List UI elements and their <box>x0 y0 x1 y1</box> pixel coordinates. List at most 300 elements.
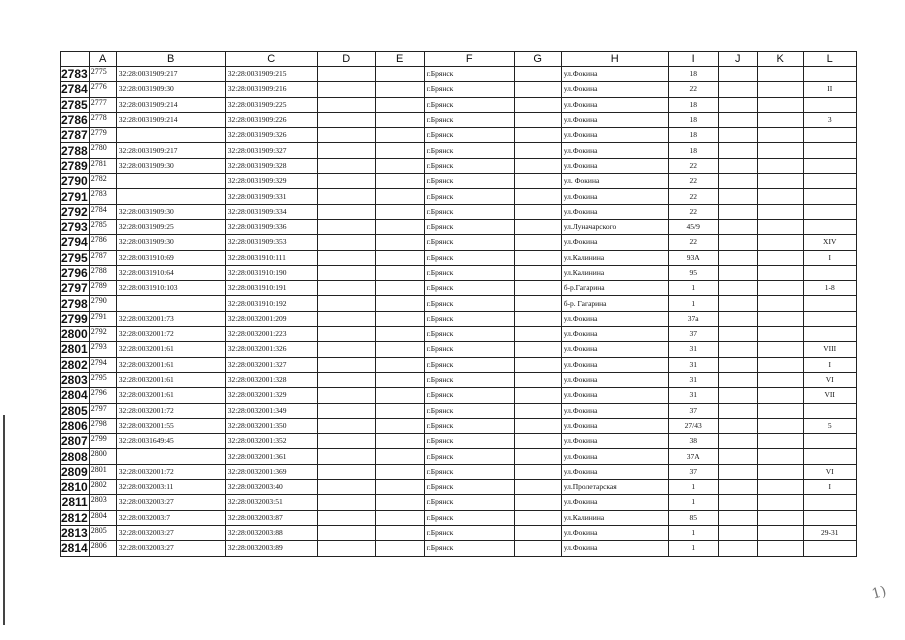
row-number[interactable]: 2784 <box>61 82 88 97</box>
cell-c[interactable]: 32:28:0032001:223 <box>225 327 317 342</box>
cell-e[interactable] <box>375 342 424 357</box>
cell-f[interactable]: г.Брянск <box>424 250 514 265</box>
cell-a[interactable]: 2781 <box>89 158 116 173</box>
cell-l[interactable]: I <box>803 250 856 265</box>
cell-d[interactable] <box>317 296 375 311</box>
cell-d[interactable] <box>317 449 375 464</box>
cell-f[interactable]: г.Брянск <box>424 82 514 97</box>
column-header-e[interactable]: E <box>375 52 424 67</box>
column-header-g[interactable]: G <box>514 52 561 67</box>
column-header-i[interactable]: I <box>668 52 718 67</box>
cell-e[interactable] <box>375 510 424 525</box>
cell-g[interactable] <box>514 174 561 189</box>
cell-e[interactable] <box>375 128 424 143</box>
row-number[interactable]: 2794 <box>61 235 88 250</box>
cell-l[interactable] <box>803 158 856 173</box>
cell-c[interactable]: 32:28:0031909:329 <box>225 174 317 189</box>
row-number[interactable]: 2789 <box>61 158 88 173</box>
cell-a[interactable]: 2778 <box>89 112 116 127</box>
cell-k[interactable] <box>757 204 803 219</box>
cell-e[interactable] <box>375 495 424 510</box>
cell-j[interactable] <box>718 525 757 540</box>
cell-b[interactable] <box>116 128 225 143</box>
cell-i[interactable]: 18 <box>668 112 718 127</box>
cell-j[interactable] <box>718 464 757 479</box>
cell-a[interactable]: 2784 <box>89 204 116 219</box>
cell-h[interactable]: ул.Фокина <box>561 495 668 510</box>
cell-f[interactable]: г.Брянск <box>424 112 514 127</box>
row-number[interactable]: 2813 <box>61 526 88 541</box>
column-header-d[interactable]: D <box>317 52 375 67</box>
cell-k[interactable] <box>757 311 803 326</box>
cell-h[interactable]: ул.Фокина <box>561 388 668 403</box>
cell-f[interactable]: г.Брянск <box>424 204 514 219</box>
cell-d[interactable] <box>317 327 375 342</box>
cell-h[interactable]: ул.Фокина <box>561 143 668 158</box>
column-header-k[interactable]: K <box>757 52 803 67</box>
cell-k[interactable] <box>757 250 803 265</box>
cell-l[interactable] <box>803 403 856 418</box>
cell-h[interactable]: ул.Калинина <box>561 510 668 525</box>
cell-b[interactable]: 32:28:0032003:27 <box>116 525 225 540</box>
cell-d[interactable] <box>317 281 375 296</box>
cell-b[interactable]: 32:28:0031910:69 <box>116 250 225 265</box>
cell-l[interactable] <box>803 434 856 449</box>
cell-l[interactable] <box>803 311 856 326</box>
cell-b[interactable]: 32:28:0032003:7 <box>116 510 225 525</box>
cell-k[interactable] <box>757 189 803 204</box>
cell-h[interactable]: б-р.Гагарина <box>561 281 668 296</box>
cell-a[interactable]: 2776 <box>89 82 116 97</box>
cell-k[interactable] <box>757 388 803 403</box>
row-number[interactable]: 2807 <box>61 434 88 449</box>
cell-h[interactable]: ул.Луначарского <box>561 219 668 234</box>
cell-f[interactable]: г.Брянск <box>424 480 514 495</box>
row-number[interactable]: 2796 <box>61 266 88 280</box>
cell-e[interactable] <box>375 357 424 372</box>
cell-d[interactable] <box>317 480 375 495</box>
cell-g[interactable] <box>514 235 561 250</box>
cell-l[interactable]: XIV <box>803 235 856 250</box>
cell-e[interactable] <box>375 158 424 173</box>
cell-b[interactable]: 32:28:0031909:30 <box>116 235 225 250</box>
cell-k[interactable] <box>757 235 803 250</box>
cell-k[interactable] <box>757 128 803 143</box>
cell-e[interactable] <box>375 296 424 311</box>
row-number[interactable]: 2800 <box>61 327 88 342</box>
cell-d[interactable] <box>317 342 375 357</box>
cell-l[interactable]: VIII <box>803 342 856 357</box>
cell-b[interactable] <box>116 174 225 189</box>
cell-e[interactable] <box>375 235 424 250</box>
cell-l[interactable] <box>803 128 856 143</box>
cell-h[interactable]: ул.Фокина <box>561 128 668 143</box>
cell-j[interactable] <box>718 434 757 449</box>
cell-a[interactable]: 2783 <box>89 189 116 204</box>
cell-i[interactable]: 18 <box>668 67 718 82</box>
cell-d[interactable] <box>317 235 375 250</box>
cell-j[interactable] <box>718 281 757 296</box>
cell-d[interactable] <box>317 219 375 234</box>
cell-i[interactable]: 1 <box>668 296 718 311</box>
cell-d[interactable] <box>317 174 375 189</box>
cell-i[interactable]: 85 <box>668 510 718 525</box>
cell-d[interactable] <box>317 265 375 280</box>
cell-i[interactable]: 1 <box>668 281 718 296</box>
row-number[interactable]: 2810 <box>61 480 88 495</box>
cell-k[interactable] <box>757 403 803 418</box>
cell-i[interactable]: 22 <box>668 189 718 204</box>
cell-l[interactable]: 29-31 <box>803 525 856 540</box>
cell-i[interactable]: 18 <box>668 97 718 112</box>
row-number[interactable]: 2809 <box>61 464 88 479</box>
cell-c[interactable]: 32:28:0031910:191 <box>225 281 317 296</box>
cell-a[interactable]: 2798 <box>89 418 116 433</box>
cell-f[interactable]: г.Брянск <box>424 403 514 418</box>
cell-a[interactable]: 2789 <box>89 281 116 296</box>
cell-i[interactable]: 1 <box>668 525 718 540</box>
cell-i[interactable]: 45/9 <box>668 219 718 234</box>
cell-c[interactable]: 32:28:0032001:329 <box>225 388 317 403</box>
cell-c[interactable]: 32:28:0032003:40 <box>225 480 317 495</box>
cell-f[interactable]: г.Брянск <box>424 219 514 234</box>
cell-j[interactable] <box>718 449 757 464</box>
cell-j[interactable] <box>718 403 757 418</box>
cell-l[interactable] <box>803 143 856 158</box>
cell-c[interactable]: 32:28:0031910:192 <box>225 296 317 311</box>
cell-k[interactable] <box>757 480 803 495</box>
cell-j[interactable] <box>718 158 757 173</box>
cell-e[interactable] <box>375 250 424 265</box>
cell-l[interactable]: I <box>803 357 856 372</box>
cell-c[interactable]: 32:28:0031909:225 <box>225 97 317 112</box>
cell-a[interactable]: 2792 <box>89 327 116 342</box>
cell-h[interactable]: ул.Пролетарская <box>561 480 668 495</box>
cell-e[interactable] <box>375 112 424 127</box>
cell-e[interactable] <box>375 97 424 112</box>
cell-k[interactable] <box>757 372 803 387</box>
cell-g[interactable] <box>514 510 561 525</box>
cell-d[interactable] <box>317 495 375 510</box>
cell-b[interactable]: 32:28:0032003:27 <box>116 541 225 556</box>
cell-a[interactable]: 2801 <box>89 464 116 479</box>
cell-a[interactable]: 2779 <box>89 128 116 143</box>
cell-a[interactable]: 2802 <box>89 480 116 495</box>
cell-d[interactable] <box>317 250 375 265</box>
cell-a[interactable]: 2785 <box>89 219 116 234</box>
cell-l[interactable] <box>803 219 856 234</box>
cell-c[interactable]: 32:28:0032003:87 <box>225 510 317 525</box>
cell-f[interactable]: г.Брянск <box>424 128 514 143</box>
cell-i[interactable]: 95 <box>668 265 718 280</box>
cell-c[interactable]: 32:28:0032003:88 <box>225 525 317 540</box>
cell-d[interactable] <box>317 97 375 112</box>
column-header-a[interactable]: A <box>89 52 116 67</box>
cell-h[interactable]: ул.Калинина <box>561 265 668 280</box>
cell-b[interactable]: 32:28:0032001:55 <box>116 418 225 433</box>
cell-a[interactable]: 2795 <box>89 372 116 387</box>
cell-a[interactable]: 2799 <box>89 434 116 449</box>
cell-h[interactable]: ул. Фокина <box>561 174 668 189</box>
cell-g[interactable] <box>514 82 561 97</box>
cell-h[interactable]: ул.Фокина <box>561 112 668 127</box>
cell-c[interactable]: 32:28:0032001:369 <box>225 464 317 479</box>
cell-h[interactable]: ул.Фокина <box>561 342 668 357</box>
cell-l[interactable]: I <box>803 480 856 495</box>
cell-c[interactable]: 32:28:0032001:327 <box>225 357 317 372</box>
cell-c[interactable]: 32:28:0032001:326 <box>225 342 317 357</box>
cell-g[interactable] <box>514 97 561 112</box>
cell-j[interactable] <box>718 128 757 143</box>
cell-h[interactable]: ул.Фокина <box>561 464 668 479</box>
cell-g[interactable] <box>514 434 561 449</box>
cell-b[interactable]: 32:28:0031909:217 <box>116 143 225 158</box>
cell-i[interactable]: 37 <box>668 464 718 479</box>
cell-g[interactable] <box>514 495 561 510</box>
cell-a[interactable]: 2777 <box>89 97 116 112</box>
cell-a[interactable]: 2797 <box>89 403 116 418</box>
cell-b[interactable]: 32:28:0031909:214 <box>116 97 225 112</box>
cell-e[interactable] <box>375 525 424 540</box>
cell-e[interactable] <box>375 327 424 342</box>
cell-c[interactable]: 32:28:0032003:89 <box>225 541 317 556</box>
row-number[interactable]: 2806 <box>61 418 88 433</box>
cell-f[interactable]: г.Брянск <box>424 327 514 342</box>
cell-j[interactable] <box>718 189 757 204</box>
cell-i[interactable]: 31 <box>668 372 718 387</box>
cell-j[interactable] <box>718 174 757 189</box>
cell-f[interactable]: г.Брянск <box>424 265 514 280</box>
cell-d[interactable] <box>317 541 375 556</box>
cell-b[interactable]: 32:28:0032001:72 <box>116 464 225 479</box>
cell-d[interactable] <box>317 388 375 403</box>
cell-h[interactable]: ул.Фокина <box>561 525 668 540</box>
cell-a[interactable]: 2806 <box>89 541 116 556</box>
cell-j[interactable] <box>718 204 757 219</box>
cell-j[interactable] <box>718 342 757 357</box>
row-number[interactable]: 2791 <box>61 189 88 204</box>
cell-f[interactable]: г.Брянск <box>424 541 514 556</box>
cell-e[interactable] <box>375 189 424 204</box>
cell-i[interactable]: 27/43 <box>668 418 718 433</box>
cell-k[interactable] <box>757 143 803 158</box>
cell-j[interactable] <box>718 372 757 387</box>
cell-l[interactable] <box>803 449 856 464</box>
cell-b[interactable]: 32:28:0031909:217 <box>116 67 225 82</box>
cell-l[interactable]: 1-8 <box>803 281 856 296</box>
cell-k[interactable] <box>757 510 803 525</box>
cell-l[interactable]: VI <box>803 372 856 387</box>
cell-l[interactable] <box>803 265 856 280</box>
cell-e[interactable] <box>375 449 424 464</box>
cell-k[interactable] <box>757 281 803 296</box>
cell-b[interactable]: 32:28:0031910:103 <box>116 281 225 296</box>
cell-e[interactable] <box>375 388 424 403</box>
cell-c[interactable]: 32:28:0031910:190 <box>225 265 317 280</box>
cell-i[interactable]: 37 <box>668 403 718 418</box>
cell-k[interactable] <box>757 97 803 112</box>
cell-f[interactable]: г.Брянск <box>424 174 514 189</box>
cell-f[interactable]: г.Брянск <box>424 388 514 403</box>
cell-g[interactable] <box>514 449 561 464</box>
cell-a[interactable]: 2775 <box>89 67 116 82</box>
cell-l[interactable]: 5 <box>803 418 856 433</box>
column-header-l[interactable]: L <box>803 52 856 67</box>
cell-b[interactable] <box>116 189 225 204</box>
cell-j[interactable] <box>718 82 757 97</box>
cell-d[interactable] <box>317 510 375 525</box>
cell-f[interactable]: г.Брянск <box>424 158 514 173</box>
cell-f[interactable]: г.Брянск <box>424 311 514 326</box>
cell-k[interactable] <box>757 158 803 173</box>
cell-f[interactable]: г.Брянск <box>424 296 514 311</box>
cell-k[interactable] <box>757 418 803 433</box>
cell-k[interactable] <box>757 495 803 510</box>
cell-i[interactable]: 18 <box>668 143 718 158</box>
cell-i[interactable]: 22 <box>668 82 718 97</box>
cell-l[interactable]: VI <box>803 464 856 479</box>
cell-l[interactable] <box>803 174 856 189</box>
cell-i[interactable]: 22 <box>668 204 718 219</box>
cell-l[interactable] <box>803 67 856 82</box>
row-number[interactable]: 2786 <box>61 113 88 128</box>
cell-g[interactable] <box>514 204 561 219</box>
row-number[interactable]: 2790 <box>61 174 88 189</box>
cell-j[interactable] <box>718 495 757 510</box>
cell-k[interactable] <box>757 357 803 372</box>
cell-a[interactable]: 2805 <box>89 525 116 540</box>
cell-g[interactable] <box>514 158 561 173</box>
cell-g[interactable] <box>514 250 561 265</box>
cell-f[interactable]: г.Брянск <box>424 449 514 464</box>
cell-h[interactable]: ул.Фокина <box>561 449 668 464</box>
row-number[interactable]: 2808 <box>61 449 88 464</box>
cell-k[interactable] <box>757 219 803 234</box>
cell-e[interactable] <box>375 67 424 82</box>
cell-g[interactable] <box>514 480 561 495</box>
row-number[interactable]: 2788 <box>61 143 88 158</box>
cell-h[interactable]: ул.Фокина <box>561 357 668 372</box>
row-number[interactable]: 2811 <box>61 495 88 510</box>
cell-h[interactable]: ул.Фокина <box>561 311 668 326</box>
cell-d[interactable] <box>317 82 375 97</box>
cell-k[interactable] <box>757 265 803 280</box>
cell-c[interactable]: 32:28:0031909:226 <box>225 112 317 127</box>
row-number[interactable]: 2799 <box>61 311 88 326</box>
cell-a[interactable]: 2788 <box>89 265 116 280</box>
cell-b[interactable]: 32:28:0032001:61 <box>116 388 225 403</box>
cell-a[interactable]: 2794 <box>89 357 116 372</box>
cell-a[interactable]: 2782 <box>89 174 116 189</box>
row-number[interactable]: 2802 <box>61 357 88 372</box>
cell-k[interactable] <box>757 327 803 342</box>
cell-i[interactable]: 1 <box>668 495 718 510</box>
cell-e[interactable] <box>375 403 424 418</box>
cell-i[interactable]: 1 <box>668 480 718 495</box>
cell-b[interactable]: 32:28:0032001:61 <box>116 342 225 357</box>
cell-c[interactable]: 32:28:0031909:215 <box>225 67 317 82</box>
row-number[interactable]: 2812 <box>61 510 88 525</box>
cell-a[interactable]: 2800 <box>89 449 116 464</box>
cell-g[interactable] <box>514 219 561 234</box>
cell-e[interactable] <box>375 434 424 449</box>
cell-j[interactable] <box>718 480 757 495</box>
cell-f[interactable]: г.Брянск <box>424 143 514 158</box>
cell-d[interactable] <box>317 372 375 387</box>
cell-h[interactable]: ул.Фокина <box>561 418 668 433</box>
cell-k[interactable] <box>757 67 803 82</box>
cell-d[interactable] <box>317 128 375 143</box>
cell-g[interactable] <box>514 418 561 433</box>
cell-f[interactable]: г.Брянск <box>424 67 514 82</box>
cell-l[interactable] <box>803 510 856 525</box>
cell-a[interactable]: 2793 <box>89 342 116 357</box>
row-number[interactable]: 2804 <box>61 388 88 403</box>
cell-f[interactable]: г.Брянск <box>424 372 514 387</box>
cell-a[interactable]: 2790 <box>89 296 116 311</box>
cell-j[interactable] <box>718 357 757 372</box>
cell-k[interactable] <box>757 434 803 449</box>
cell-j[interactable] <box>718 143 757 158</box>
cell-h[interactable]: ул.Фокина <box>561 158 668 173</box>
cell-b[interactable]: 32:28:0032001:61 <box>116 357 225 372</box>
cell-d[interactable] <box>317 112 375 127</box>
cell-d[interactable] <box>317 189 375 204</box>
cell-f[interactable]: г.Брянск <box>424 510 514 525</box>
cell-c[interactable]: 32:28:0031909:326 <box>225 128 317 143</box>
cell-i[interactable]: 22 <box>668 158 718 173</box>
cell-i[interactable]: 1 <box>668 541 718 556</box>
cell-b[interactable]: 32:28:0032003:27 <box>116 495 225 510</box>
cell-l[interactable] <box>803 204 856 219</box>
row-number[interactable]: 2801 <box>61 342 88 357</box>
cell-i[interactable]: 31 <box>668 357 718 372</box>
cell-c[interactable]: 32:28:0031909:328 <box>225 158 317 173</box>
cell-i[interactable]: 22 <box>668 174 718 189</box>
cell-c[interactable]: 32:28:0032003:51 <box>225 495 317 510</box>
cell-h[interactable]: ул.Фокина <box>561 372 668 387</box>
cell-b[interactable]: 32:28:0031649:45 <box>116 434 225 449</box>
row-number[interactable]: 2792 <box>61 204 88 219</box>
cell-d[interactable] <box>317 311 375 326</box>
cell-k[interactable] <box>757 174 803 189</box>
cell-e[interactable] <box>375 143 424 158</box>
cell-d[interactable] <box>317 403 375 418</box>
cell-c[interactable]: 32:28:0031909:216 <box>225 82 317 97</box>
cell-c[interactable]: 32:28:0031909:327 <box>225 143 317 158</box>
cell-h[interactable]: ул.Фокина <box>561 327 668 342</box>
cell-a[interactable]: 2804 <box>89 510 116 525</box>
cell-g[interactable] <box>514 128 561 143</box>
cell-i[interactable]: 93А <box>668 250 718 265</box>
row-number[interactable]: 2814 <box>61 541 88 556</box>
cell-l[interactable] <box>803 97 856 112</box>
cell-e[interactable] <box>375 204 424 219</box>
cell-f[interactable]: г.Брянск <box>424 281 514 296</box>
cell-f[interactable]: г.Брянск <box>424 97 514 112</box>
row-number[interactable]: 2785 <box>61 97 88 112</box>
cell-k[interactable] <box>757 464 803 479</box>
row-number[interactable]: 2793 <box>61 220 88 235</box>
cell-g[interactable] <box>514 464 561 479</box>
cell-c[interactable]: 32:28:0032001:209 <box>225 311 317 326</box>
cell-i[interactable]: 31 <box>668 388 718 403</box>
cell-g[interactable] <box>514 388 561 403</box>
cell-e[interactable] <box>375 82 424 97</box>
cell-k[interactable] <box>757 342 803 357</box>
cell-g[interactable] <box>514 327 561 342</box>
cell-b[interactable]: 32:28:0031909:30 <box>116 204 225 219</box>
